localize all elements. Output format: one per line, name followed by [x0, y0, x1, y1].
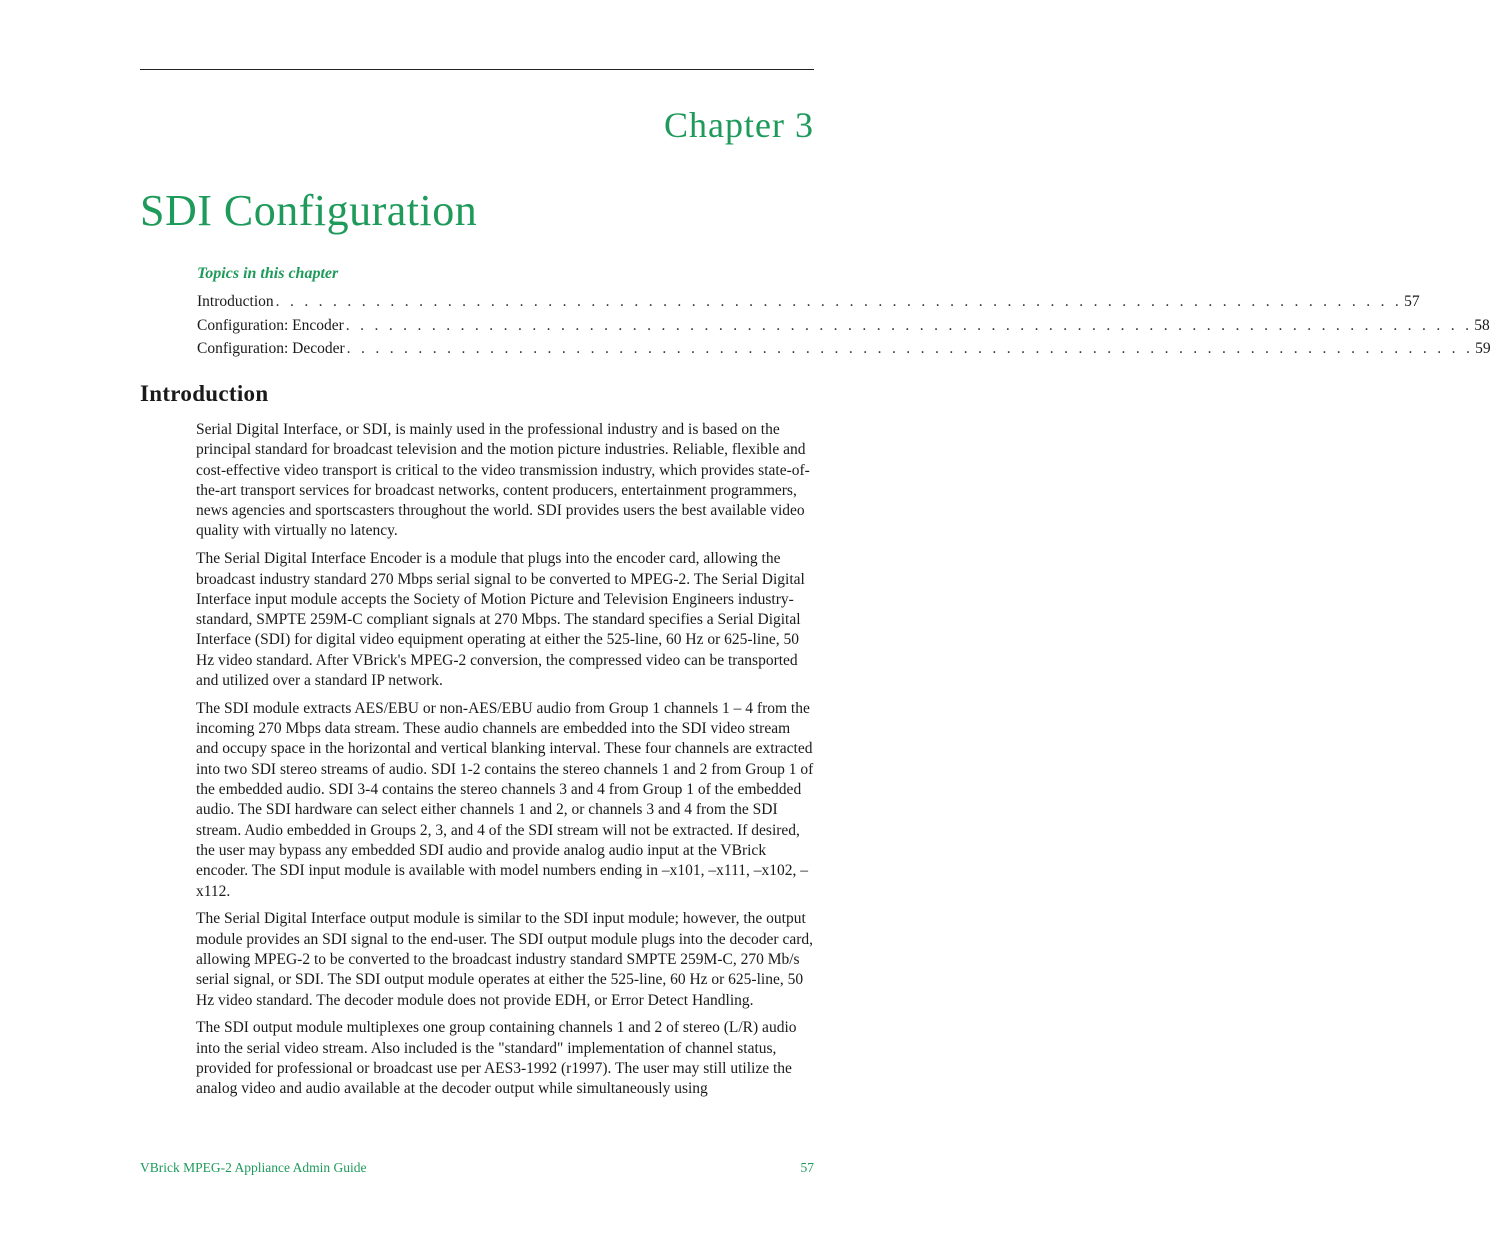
toc-entry-label: Introduction: [197, 293, 274, 310]
topics-heading: Topics in this chapter: [197, 265, 339, 282]
body-paragraph: The SDI output module multiplexes one group containing channels 1 and 2 of stereo (L/R) audio into the serial video stream. Also included is the "standard" implementation of channel status, provided for professional or broadcast use per AES3-1992 (r1997). The user may still utilize the analog video and audio available at the decoder output while simultaneously using: [196, 1019, 797, 1098]
toc-dot-leader: . . . . . . . . . . . . . . . . . . . . . . . . . . . . . . . . . . . . . . . . . . . . . . . . . . . . . . . . . . . . . . . . . . . . . . . . . . . . . . .: [346, 340, 1474, 357]
toc-dot-leader: . . . . . . . . . . . . . . . . . . . . . . . . . . . . . . . . . . . . . . . . . . . . . . . . . . . . . . . . . . . . . . . . . . . . . . . . . . . . . . .: [345, 316, 1473, 334]
toc-entry-page: 58: [1474, 316, 1490, 334]
toc-entry-page: 57: [1404, 293, 1420, 310]
chapter-label: Chapter 3: [664, 105, 814, 145]
section-heading-introduction: Introduction: [140, 381, 269, 406]
body-paragraph: The SDI module extracts AES/EBU or non-AES/EBU audio from Group 1 channels 1 – 4 from the incoming 270 Mbps data stream. These audio channels are embedded into the SDI video stream and occupy space in the horizontal and vertical blanking interval. These four channels are extracted into two SDI stereo streams of audio. SDI 1-2 contains the stereo channels 1 and 2 from Group 1 of the embedded audio. SDI 3-4 contains the stereo channels 3 and 4 from Group 1 of the embedded audio. The SDI hardware can select either channels 1 and 2, or channels 3 and 4 from the SDI stream. Audio embedded in Groups 2, 3, and 4 of the SDI stream will not be extracted. If desired, the user may bypass any embedded SDI audio and provide analog audio input at the VBrick encoder. The SDI input module is available with model numbers ending in –x101, –x111, –x102, –x112.: [196, 699, 814, 900]
toc-dot-leader: . . . . . . . . . . . . . . . . . . . . . . . . . . . . . . . . . . . . . . . . . . . . . . . . . . . . . . . . . . . . . . . . . . . . . . . . . . . . . . .: [275, 293, 1403, 310]
chapter-title: SDI Configuration: [140, 186, 478, 235]
body-paragraph: The Serial Digital Interface output module is similar to the SDI input module; however, the output module provides an SDI signal to the end-user. The SDI output module plugs into the decoder card, allowing MPEG-2 to be converted to the broadcast industry standard SMPTE 259M-C, 270 Mb/s serial signal, or SDI. The SDI output module operates at either the 525-line, 60 Hz or 625-line, 50 Hz video standard. The decoder module does not provide EDH, or Error Detect Handling.: [196, 910, 814, 1009]
toc-entry-label: Configuration: Decoder: [197, 340, 345, 357]
toc-entry-configuration-encoder[interactable]: [197, 316, 1490, 341]
footer-page-number: 57: [800, 1160, 814, 1175]
body-paragraph: The Serial Digital Interface Encoder is a module that plugs into the encoder card, allowing the broadcast industry standard 270 Mbps serial signal to be converted to MPEG-2. The Serial Digital Interface input module accepts the Society of Motion Picture and Television Engineers industry-standard, SMPTE 259M-C compliant signals at 270 Mbps. The standard specifies a Serial Digital Interface (SDI) for digital video equipment operating at either the 525-line, 60 Hz or 625-line, 50 Hz video standard. After VBrick's MPEG-2 conversion, the compressed video can be transported and utilized over a standard IP network.: [196, 550, 805, 690]
body-paragraph: Serial Digital Interface, or SDI, is mainly used in the professional industry and is based on the principal standard for broadcast television and the motion picture industries. Reliable, flexible and cost-effective video transport is critical to the video transmission industry, which provides state-of-the-art transport services for broadcast networks, content producers, entertainment programmers, news agencies and sportscasters throughout the world. SDI provides users the best available video quality with virtually no latency.: [196, 421, 810, 540]
toc-entry-label: Configuration: Encoder: [197, 316, 344, 334]
topics-list: [197, 293, 1491, 364]
footer-guide-title: VBrick MPEG-2 Appliance Admin Guide: [140, 1160, 367, 1175]
section-body: [196, 420, 816, 1107]
header-rule: [140, 69, 814, 70]
toc-entry-configuration-decoder[interactable]: [197, 340, 1491, 364]
toc-entry-introduction[interactable]: [197, 293, 1420, 317]
toc-entry-page: 59: [1475, 340, 1491, 357]
